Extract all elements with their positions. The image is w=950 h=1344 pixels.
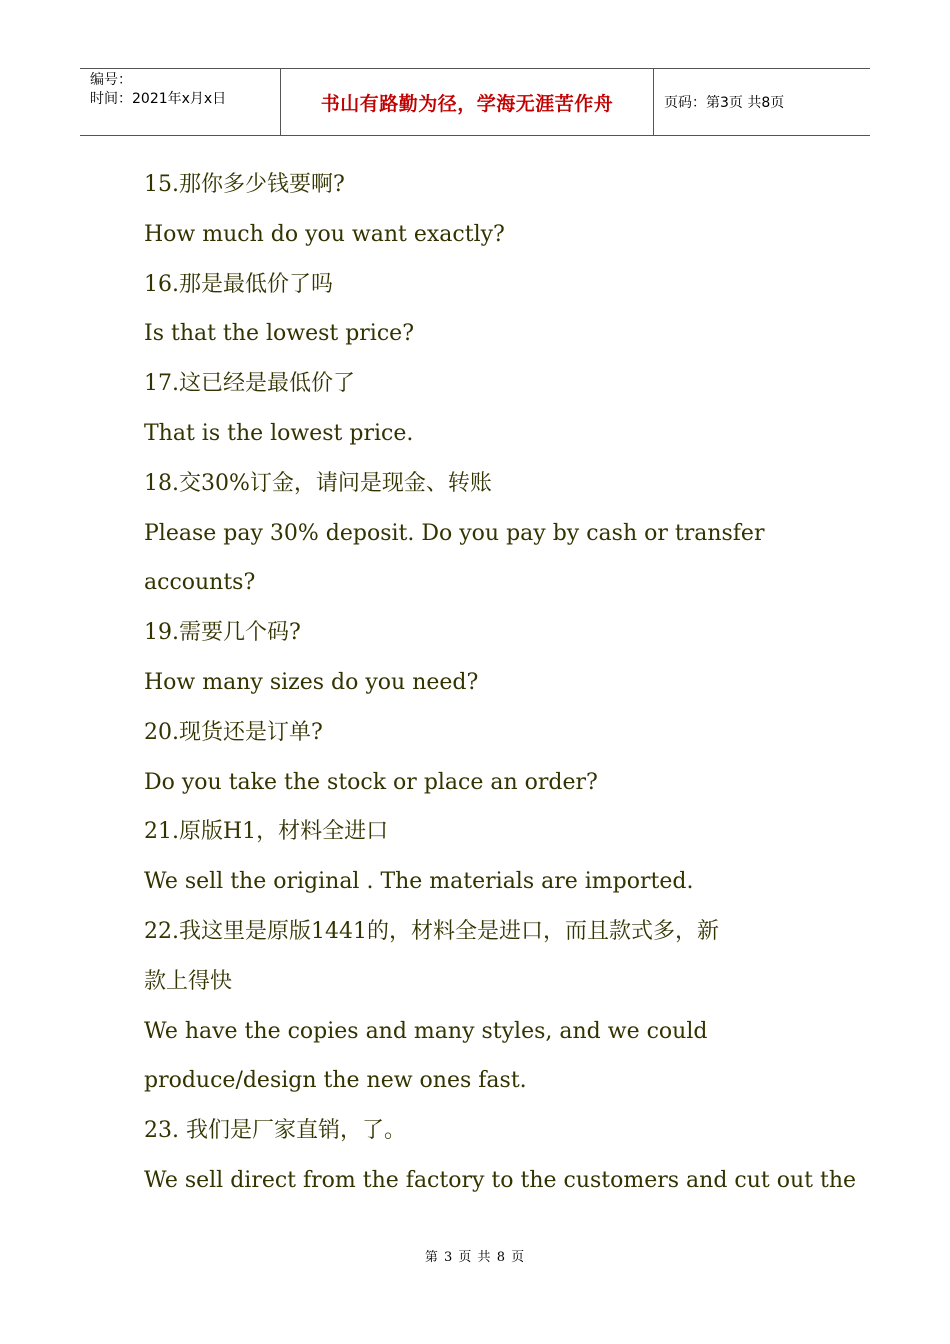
- text-line: 19.需要几个码?: [144, 620, 301, 646]
- text-line: We have the copies and many styles, and we could: [144, 1018, 708, 1044]
- time-label: 时间：2021年x月x日: [90, 91, 227, 107]
- text-line: Is that the lowest price?: [144, 321, 414, 347]
- text-line: 15.那你多少钱要啊?: [144, 172, 345, 197]
- page-header: [80, 68, 870, 136]
- text-line: Do you take the stock or place an order?: [144, 769, 598, 795]
- text-line: 21.原版H1，材料全进口: [144, 819, 389, 845]
- text-line: produce/design the new ones fast.: [144, 1068, 527, 1094]
- text-line: 17.这已经是最低价了: [144, 371, 355, 397]
- text-line: 20.现货还是订单?: [144, 719, 323, 745]
- text-line: That is the lowest price.: [144, 420, 414, 446]
- text-line: 23. 我们是厂家直销，了。: [144, 1118, 406, 1144]
- text-line: Please pay 30% deposit. Do you pay by cash or transfer: [144, 520, 765, 546]
- text-line: accounts?: [144, 570, 256, 596]
- text-line: How many sizes do you need?: [144, 669, 479, 695]
- text-line: How much do you want exactly?: [144, 221, 505, 247]
- text-line: We sell the original . The materials are imported.: [144, 869, 694, 895]
- text-line: 22.我这里是原版1441的，材料全是进口，而且款式多，新: [144, 918, 719, 944]
- header-meta: [80, 69, 281, 135]
- header-motto: 书山有路勤为径，学海无涯苦作舟: [281, 69, 654, 135]
- text-line: 16.那是最低价了吗: [144, 271, 333, 297]
- document-body: [144, 160, 857, 1206]
- number-label: 编号：: [90, 72, 132, 88]
- text-line: 款上得快: [144, 968, 233, 994]
- header-page-info: 页码：第3页 共8页: [664, 95, 785, 111]
- text-line: We sell direct from the factory to the customers and cut out the: [144, 1167, 857, 1193]
- text-line: 18.交30%订金，请问是现金、转账: [144, 470, 492, 496]
- page-footer: 第 3 页 共 8 页: [424, 1250, 526, 1265]
